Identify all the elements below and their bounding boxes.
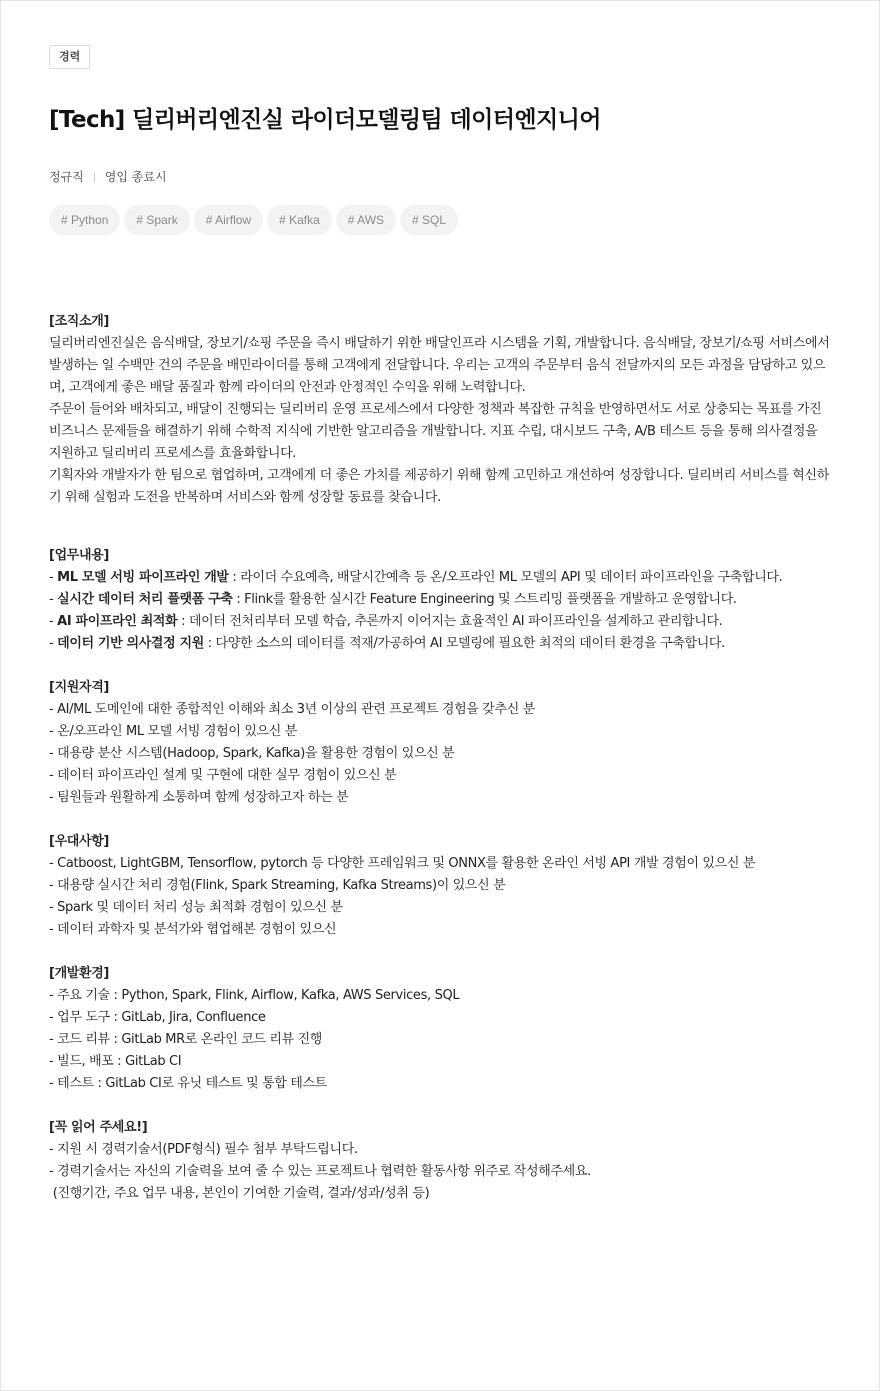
list-item: - 온/오프라인 ML 모델 서빙 경험이 있으신 분 xyxy=(49,724,297,739)
employment-type: 정규직 xyxy=(49,170,84,184)
list-item: - 팀원들과 원활하게 소통하며 함께 성장하고자 하는 분 xyxy=(49,790,349,805)
section-preferred xyxy=(49,831,831,941)
list-item: - 주요 기술 : Python, Spark, Flink, Airflow, Kafka, AWS Services, SQL xyxy=(49,988,460,1003)
section-heading: [개발환경] xyxy=(49,966,110,981)
section-about xyxy=(49,311,831,509)
section-heading: [업무내용] xyxy=(49,548,110,563)
duty-text: : 데이터 전처리부터 모델 학습, 추론까지 이어지는 효율적인 AI 파이프라인을 설계하고 관리합니다. xyxy=(177,614,723,629)
duty-title: ML 모델 서빙 파이프라인 개발 xyxy=(57,570,229,585)
section-duties xyxy=(49,545,831,655)
list-item: - 대용량 분산 시스템(Hadoop, Spark, Kafka)을 활용한 경험이 있으신 분 xyxy=(49,746,455,761)
list-item: - 코드 리뷰 : GitLab MR로 온라인 코드 리뷰 진행 xyxy=(49,1032,323,1047)
section-notice xyxy=(49,1117,831,1205)
section-heading: [지원자격] xyxy=(49,680,110,695)
tag-spark[interactable]: # Spark xyxy=(124,205,189,235)
duty-title: AI 파이프라인 최적화 xyxy=(57,614,178,629)
duty-text: : 라이더 수요예측, 배달시간예측 등 온/오프라인 ML 모델의 API 및 데이터 파이프라인을 구축합니다. xyxy=(228,570,783,585)
tag-list xyxy=(49,205,831,235)
job-description xyxy=(49,311,831,1205)
section-environment xyxy=(49,963,831,1095)
paragraph: 기획자와 개발자가 한 팀으로 협업하며, 고객에게 더 좋은 가치를 제공하기 위해 함께 고민하고 개선하여 성장합니다. 딜리버리 서비스를 혁신하기 위해 실험과 도전을 반복하며 서비스와 함께 성장할 동료를 찾습니다. xyxy=(49,468,829,505)
job-meta xyxy=(49,169,831,185)
duty-title: 데이터 기반 의사결정 지원 xyxy=(57,636,204,651)
list-item: - 업무 도구 : GitLab, Jira, Confluence xyxy=(49,1010,266,1025)
duty-title: 실시간 데이터 처리 플랫폼 구축 xyxy=(57,592,233,607)
section-heading: [조직소개] xyxy=(49,314,110,329)
list-item: - 데이터 과학자 및 분석가와 협업해본 경험이 있으신 xyxy=(49,922,337,937)
duty-text: : Flink를 활용한 실시간 Feature Engineering 및 스트리밍 플랫폼을 개발하고 운영합니다. xyxy=(232,592,737,607)
list-item: - Catboost, LightGBM, Tensorflow, pytorch 등 다양한 프레임워크 및 ONNX를 활용한 온라인 서빙 API 개발 경험이 있으신 분 xyxy=(49,856,756,871)
section-heading: [우대사항] xyxy=(49,834,110,849)
list-item: - ML 모델 서빙 파이프라인 개발 : 라이더 수요예측, 배달시간예측 등 온/오프라인 ML 모델의 API 및 데이터 파이프라인을 구축합니다. xyxy=(49,570,783,585)
list-item: - 실시간 데이터 처리 플랫폼 구축 : Flink를 활용한 실시간 Feature Engineering 및 스트리밍 플랫폼을 개발하고 운영합니다. xyxy=(49,592,737,607)
tag-kafka[interactable]: # Kafka xyxy=(267,205,332,235)
paragraph: 주문이 들어와 배차되고, 배달이 진행되는 딜리버리 운영 프로세스에서 다양한 정책과 복잡한 규칙을 반영하면서도 서로 상충되는 목표를 가진 비즈니스 문제들을 해결하기 위해 수학적 지식에 기반한 알고리즘을 개발합니다. 지표 수립, 대시보드 구축, A/B 테스트 등을 통해 의사결정을 지원하고 딜리버리 프로세스를 효율화합니다. xyxy=(49,402,822,461)
list-item: - 데이터 기반 의사결정 지원 : 다양한 소스의 데이터를 적재/가공하여 AI 모델링에 필요한 최적의 데이터 환경을 구축합니다. xyxy=(49,636,725,651)
tag-sql[interactable]: # SQL xyxy=(400,205,458,235)
job-title: [Tech] 딜리버리엔진실 라이더모델링팀 데이터엔지니어 xyxy=(49,107,601,133)
tag-airflow[interactable]: # Airflow xyxy=(194,205,263,235)
list-item: - 경력기술서는 자신의 기술력을 보여 줄 수 있는 프로젝트나 협력한 활동사항 위주로 작성해주세요. xyxy=(49,1164,591,1179)
list-item: - 데이터 파이프라인 설계 및 구현에 대한 실무 경험이 있으신 분 xyxy=(49,768,397,783)
section-qualifications xyxy=(49,677,831,809)
list-item: - 테스트 : GitLab CI로 유닛 테스트 및 통합 테스트 xyxy=(49,1076,327,1091)
section-heading: [꼭 읽어 주세요!] xyxy=(49,1120,148,1135)
tag-python[interactable]: # Python xyxy=(49,205,120,235)
list-item: - Spark 및 데이터 처리 성능 최적화 경험이 있으신 분 xyxy=(49,900,343,915)
meta-divider xyxy=(94,173,95,182)
list-item: (진행기간, 주요 업무 내용, 본인이 기여한 기술력, 결과/성과/성취 등) xyxy=(49,1186,430,1201)
list-item: - AI 파이프라인 최적화 : 데이터 전처리부터 모델 학습, 추론까지 이어지는 효율적인 AI 파이프라인을 설계하고 관리합니다. xyxy=(49,614,723,629)
career-badge: 경력 xyxy=(49,45,90,69)
tag-aws[interactable]: # AWS xyxy=(336,205,396,235)
list-item: - AI/ML 도메인에 대한 종합적인 이해와 최소 3년 이상의 관련 프로젝트 경험을 갖추신 분 xyxy=(49,702,535,717)
recruit-status: 영입 종료시 xyxy=(104,170,167,184)
paragraph: 딜리버리엔진실은 음식배달, 장보기/쇼핑 주문을 즉시 배달하기 위한 배달인프라 시스템을 기획, 개발합니다. 음식배달, 장보기/쇼핑 서비스에서 발생하는 일 수백만 건의 주문을 배민라이더를 통해 고객에게 전달합니다. 우리는 고객의 주문부터 음식 전달까지의 모든 과정을 담당하고 있으며, 고객에게 좋은 배달 품질과 함께 라이더의 안전과 안정적인 수익을 위해 노력합니다. xyxy=(49,336,830,395)
list-item: - 대용량 실시간 처리 경험(Flink, Spark Streaming, Kafka Streams)이 있으신 분 xyxy=(49,878,506,893)
list-item: - 지원 시 경력기술서(PDF형식) 필수 첨부 부탁드립니다. xyxy=(49,1142,358,1157)
duty-text: : 다양한 소스의 데이터를 적재/가공하여 AI 모델링에 필요한 최적의 데이터 환경을 구축합니다. xyxy=(203,636,725,651)
list-item: - 빌드, 배포 : GitLab CI xyxy=(49,1054,182,1069)
